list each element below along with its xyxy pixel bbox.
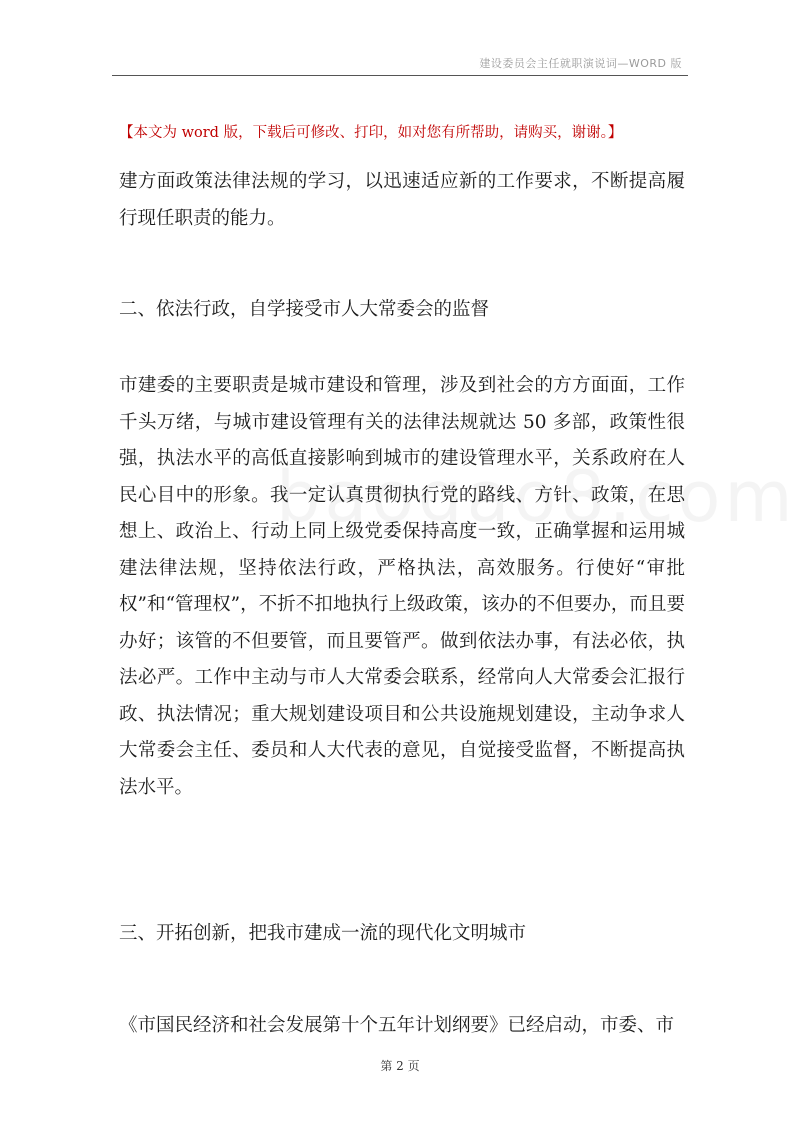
section-heading-3: 三、开拓创新，把我市建成一流的现代化文明城市 xyxy=(119,923,527,944)
paragraph-section-2: 市建委的主要职责是城市建设和管理，涉及到社会的方方面面，工作千头万绪，与城市建设管理有关的法律法规就达 50 多部，政策性很强，执法水平的高低直接影响到城市的建设管理水平，关系政府在人民心目中的形象。我一定认真贯彻执行党的路线、方针、政策，在思想上、政治上、行动上同上级党委保持高度一致，正确掌握和运用城建法律法规，坚持依法行政，严格执法，高效服务。行使好“审批权”和“管理权”，不折不扣地执行上级政策，该办的不但要办，而且要办好；该管的不但要管，而且要管严。做到依法办事，有法必依，执法必严。工作中主动与市人大常委会联系，经常向人大常委会汇报行政、执法情况；重大规划建设项目和公共设施规划建设，主动争求人大常委会主任、委员和人大代表的意见，自觉接受监督，不断提高执法水平。 xyxy=(119,375,685,798)
download-notice: 【本文为 word 版，下载后可修改、打印，如对您有所帮助，请购买，谢谢。】 xyxy=(119,125,623,141)
page-number: 第 2 页 xyxy=(380,1059,420,1073)
header-rule xyxy=(112,75,688,76)
paragraph-section-3: 《市国民经济和社会发展第十个五年计划纲要》已经启动，市委、市 xyxy=(119,1015,675,1036)
paragraph-continuation: 建方面政策法律法规的学习，以迅速适应新的工作要求，不断提高履行现任职责的能力。 xyxy=(119,171,685,229)
header-title: 建设委员会主任就职演说词—WORD 版 xyxy=(479,57,682,70)
section-heading-2: 二、依法行政，自学接受市人大常委会的监督 xyxy=(119,299,490,320)
